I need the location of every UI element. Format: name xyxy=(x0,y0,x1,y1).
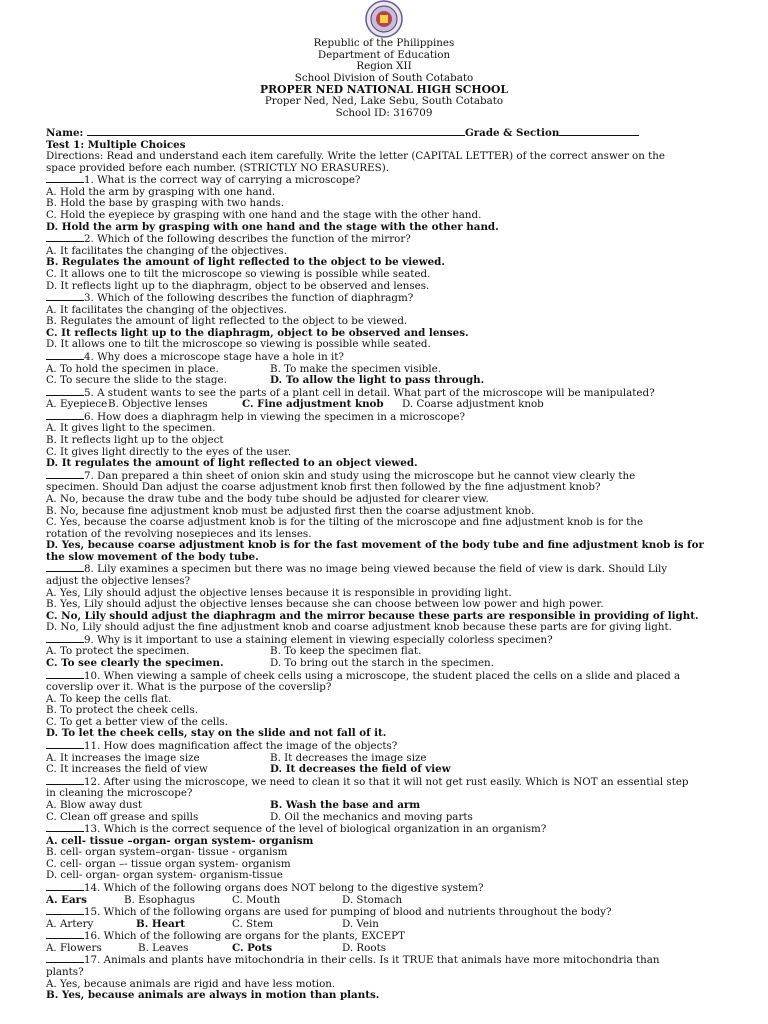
answer-option: B. It reflects light up to the object xyxy=(46,435,224,447)
answer-blank[interactable] xyxy=(46,351,84,360)
question-stem: 8. Lily examines a specimen but there was no image being viewed because the field of view is dark. Should Lily xyxy=(84,563,668,576)
header-address: Proper Ned, Ned, Lake Sebu, South Cotabato xyxy=(264,94,504,107)
answer-option: A. Artery xyxy=(46,918,94,930)
option-row xyxy=(46,812,726,824)
answer-blank[interactable] xyxy=(46,930,84,939)
question-text xyxy=(46,776,726,789)
question-stem: 1. What is the correct way of carrying a microscope? xyxy=(84,174,361,187)
answer-option: B. Hold the base by grasping with two hands. xyxy=(46,198,285,210)
question-stem: in cleaning the microscope? xyxy=(46,788,193,800)
answer-option: C. Yes, because the coarse adjustment knob is for the tilting of the microscope and fine adjustment knob is for the xyxy=(46,517,644,529)
question-text xyxy=(46,740,726,753)
answer-blank[interactable] xyxy=(46,882,84,891)
test-content xyxy=(46,127,726,1002)
question-text xyxy=(46,482,726,494)
answer-blank[interactable] xyxy=(46,470,84,479)
answer-option: A. It increases the image size xyxy=(46,752,200,764)
question-text xyxy=(46,823,726,836)
question-text xyxy=(46,411,726,424)
answer-option: C. Pots xyxy=(232,942,273,954)
answer-option: D. Stomach xyxy=(342,894,403,906)
answer-option: B. No, because fine adjustment knob must be adjusted first then the coarse adjustment knob. xyxy=(46,505,535,517)
option-row xyxy=(46,764,726,776)
answer-blank[interactable] xyxy=(46,823,84,832)
answer-option: D. To allow the light to pass through. xyxy=(270,375,485,387)
answer-blank[interactable] xyxy=(46,906,84,915)
directions-line-2: space provided before each number. (STRICTLY NO ERASURES). xyxy=(46,162,389,174)
answer-option: C. Mouth xyxy=(232,894,281,906)
question-stem: 5. A student wants to see the parts of a plant cell in detail. What part of the microscope will be manipulated? xyxy=(84,386,655,399)
question-text xyxy=(46,930,726,943)
question-stem: coverslip over it. What is the purpose of the coverslip? xyxy=(46,682,332,694)
question-stem: 13. Which is the correct sequence of the level of biological organization in an organism? xyxy=(84,823,547,836)
answer-blank[interactable] xyxy=(46,740,84,749)
option-row xyxy=(46,646,726,658)
question-text xyxy=(46,351,726,364)
option-row xyxy=(46,753,726,765)
answer-blank[interactable] xyxy=(46,387,84,396)
answer-option: D. cell- organ- organ system- organism-tissue xyxy=(46,870,283,882)
answer-blank[interactable] xyxy=(46,292,84,301)
question-stem: 4. Why does a microscope stage have a hole in it? xyxy=(84,350,344,363)
option-row xyxy=(46,800,726,812)
answer-option: B. To make the specimen visible. xyxy=(270,363,442,375)
option-row xyxy=(46,399,726,411)
answer-option: D. Roots xyxy=(342,942,387,954)
question-stem: 3. Which of the following describes the function of diaphragm? xyxy=(84,292,414,305)
answer-blank[interactable] xyxy=(46,233,84,242)
answer-option: B. Wash the base and arm xyxy=(270,799,421,811)
answer-option: D. Coarse adjustment knob xyxy=(402,399,544,411)
answer-option: B. Regulates the amount of light reflected to the object to be viewed. xyxy=(46,316,408,328)
answer-option: C. Stem xyxy=(232,918,274,930)
answer-option: D. Yes, because coarse adjustment knob is for the fast movement of the body tube and fine adjustment knob is for xyxy=(46,540,704,552)
answer-option: A. It gives light to the specimen. xyxy=(46,423,216,435)
option-row xyxy=(46,895,726,907)
answer-option: C. To see clearly the specimen. xyxy=(46,658,224,670)
question-text xyxy=(46,576,726,588)
answer-option: D. No, Lily should adjust the fine adjustment knob and coarse adjustment knob because these parts are for giving light. xyxy=(46,622,672,634)
question-stem: plants? xyxy=(46,967,84,979)
question-text xyxy=(46,967,726,979)
question-stem: 11. How does magnification affect the image of the objects? xyxy=(84,740,398,753)
name-field[interactable] xyxy=(87,127,465,136)
answer-option: C. To get a better view of the cells. xyxy=(46,716,229,728)
answer-option: the slow movement of the body tube. xyxy=(46,551,259,563)
answer-option: A. Eyepiece xyxy=(46,399,108,411)
answer-option: B. It decreases the image size xyxy=(270,752,427,764)
answer-option: D. Vein xyxy=(342,918,379,930)
header-region: Region XII xyxy=(356,60,412,73)
answer-option: C. It gives light directly to the eyes of the user. xyxy=(46,446,292,458)
question-text xyxy=(46,292,726,305)
answer-option: C. Hold the eyepiece by grasping with one hand and the stage with the other hand. xyxy=(46,210,482,222)
grade-section-label: Grade & Section xyxy=(464,127,560,139)
question-list xyxy=(46,174,726,1001)
answer-blank[interactable] xyxy=(46,954,84,963)
question-text xyxy=(46,233,726,246)
question-text xyxy=(46,682,726,694)
answer-blank[interactable] xyxy=(46,776,84,785)
question-text xyxy=(46,954,726,967)
question-text xyxy=(46,670,726,683)
answer-option: D. To bring out the starch in the specimen. xyxy=(270,658,494,670)
answer-option: B. Regulates the amount of light reflected to the object to be viewed. xyxy=(46,257,445,269)
question-stem: 10. When viewing a sample of cheek cells using a microscope, the student placed the cells on a slide and placed a xyxy=(84,669,681,682)
answer-option: A. Yes, Lily should adjust the objective lenses because it is responsible in providing light. xyxy=(46,587,512,599)
answer-option: B. cell- organ system–organ- tissue - organism xyxy=(46,847,288,859)
answer-option: C. It increases the field of view xyxy=(46,764,208,776)
question-stem: specimen. Should Dan adjust the coarse adjustment knob first then followed by the fine adjustment knob? xyxy=(46,482,601,494)
name-label: Name: xyxy=(46,127,84,139)
answer-option: D. Oil the mechanics and moving parts xyxy=(270,811,473,823)
question-stem: 2. Which of the following describes the function of the mirror? xyxy=(84,233,411,246)
question-stem: 6. How does a diaphragm help in viewing the specimen in a microscope? xyxy=(84,410,465,423)
question-stem: 14. Which of the following organs does NOT belong to the digestive system? xyxy=(84,882,484,894)
answer-option: A. To protect the specimen. xyxy=(46,646,190,658)
header-republic: Republic of the Philippines xyxy=(313,37,455,49)
grade-section-field[interactable] xyxy=(559,127,639,136)
answer-option: A. It facilitates the changing of the objectives. xyxy=(46,304,287,316)
answer-blank[interactable] xyxy=(46,563,84,572)
answer-option: C. To secure the slide to the stage. xyxy=(46,375,227,387)
option-row xyxy=(46,658,726,670)
header-school-name: PROPER NED NATIONAL HIGH SCHOOL xyxy=(260,83,508,97)
answer-option: B. Yes, Lily should adjust the objective lenses because she can choose between low power and high power. xyxy=(46,599,604,611)
answer-option: B. Yes, because animals are always in motion than plants. xyxy=(46,990,380,1002)
answer-option: A. Ears xyxy=(46,894,87,906)
name-line xyxy=(46,127,726,140)
answer-option: D. It decreases the field of view xyxy=(270,764,451,776)
question-text xyxy=(46,906,726,919)
answer-blank[interactable] xyxy=(46,174,84,183)
answer-option: A. Flowers xyxy=(46,942,102,954)
answer-option: A. To hold the specimen in place. xyxy=(46,363,219,375)
answer-option: A. It facilitates the changing of the objectives. xyxy=(46,245,287,257)
answer-option: B. Heart xyxy=(136,918,186,930)
question-text xyxy=(46,882,726,895)
answer-option: C. Fine adjustment knob xyxy=(242,399,384,411)
option-row xyxy=(46,364,726,376)
answer-option: A. Yes, because animals are rigid and have less motion. xyxy=(46,978,336,990)
header-division: School Division of South Cotabato xyxy=(294,71,474,84)
answer-option: D. It regulates the amount of light reflected to an object viewed. xyxy=(46,458,418,470)
school-header xyxy=(0,38,768,119)
question-text xyxy=(46,174,726,187)
answer-option: A. cell- tissue –organ- organ system- organism xyxy=(46,835,314,847)
answer-option: A. Blow away dust xyxy=(46,799,142,811)
answer-option: A. To keep the cells flat. xyxy=(46,693,172,705)
answer-option: D. Hold the arm by grasping with one hand and the stage with the other hand. xyxy=(46,221,499,233)
answer-option: A. Hold the arm by grasping with one hand. xyxy=(46,186,276,198)
question-text xyxy=(46,470,726,483)
option-row xyxy=(46,919,726,931)
option-row xyxy=(46,943,726,955)
answer-option: rotation of the revolving nosepieces and its lenses. xyxy=(46,528,312,540)
answer-option: C. It allows one to tilt the microscope so viewing is possible while seated. xyxy=(46,268,431,280)
question-stem: 15. Which of the following organs are used for pumping of blood and nutrients throughout the body? xyxy=(84,906,612,919)
option-row xyxy=(46,375,726,387)
answer-option: B. Leaves xyxy=(138,942,189,954)
question-stem: 17. Animals and plants have mitochondria in their cells. Is it TRUE that animals have more mitochondria than xyxy=(84,954,660,967)
header-department: Department of Education xyxy=(317,48,451,61)
question-stem: 12. After using the microscope, we need to clean it so that it will not get rust easily. Which is NOT an essential step xyxy=(84,775,689,788)
answer-option: B. To keep the specimen flat. xyxy=(270,646,422,658)
question-stem: 7. Dan prepared a thin sheet of onion skin and study using the microscope but he cannot view clearly the xyxy=(84,469,636,482)
answer-blank[interactable] xyxy=(46,634,84,643)
answer-option: D. It reflects light up to the diaphragm, object to be observed and lenses. xyxy=(46,280,430,292)
answer-blank[interactable] xyxy=(46,411,84,420)
header-school-id: School ID: 316709 xyxy=(335,106,433,119)
question-text xyxy=(46,563,726,576)
question-stem: 16. Which of the following are organs for the plants, EXCEPT xyxy=(84,930,405,943)
question-stem: 9. Why is it important to use a staining element in viewing especially colorless specimen? xyxy=(84,633,553,646)
deped-seal-logo xyxy=(359,0,409,38)
answer-blank[interactable] xyxy=(46,670,84,679)
question-text xyxy=(46,634,726,647)
question-stem: adjust the objective lenses? xyxy=(46,575,191,587)
question-text xyxy=(46,788,726,800)
answer-option: C. cell- organ –- tissue organ system- organism xyxy=(46,858,291,870)
answer-option: D. It allows one to tilt the microscope so viewing is possible while seated. xyxy=(46,339,431,351)
answer-option: A. No, because the draw tube and the body tube should be adjusted for clearer view. xyxy=(46,493,489,505)
answer-option: D. To let the cheek cells, stay on the slide and not fall of it. xyxy=(46,728,387,740)
answer-option: B. Esophagus xyxy=(124,894,195,906)
test-title: Test 1: Multiple Choices xyxy=(46,139,186,151)
answer-option: B. To protect the cheek cells. xyxy=(46,705,199,717)
answer-option: C. No, Lily should adjust the diaphragm and the mirror because these parts are responsible in providing of light. xyxy=(46,610,699,622)
question-text xyxy=(46,387,726,400)
directions-line-1: Directions: Read and understand each item carefully. Write the letter (CAPITAL LETTER) of the correct answer on the xyxy=(46,151,666,163)
answer-option: C. It reflects light up to the diaphragm, object to be observed and lenses. xyxy=(46,327,469,339)
answer-option: C. Clean off grease and spills xyxy=(46,811,199,823)
answer-option: B. Objective lenses xyxy=(108,399,208,411)
